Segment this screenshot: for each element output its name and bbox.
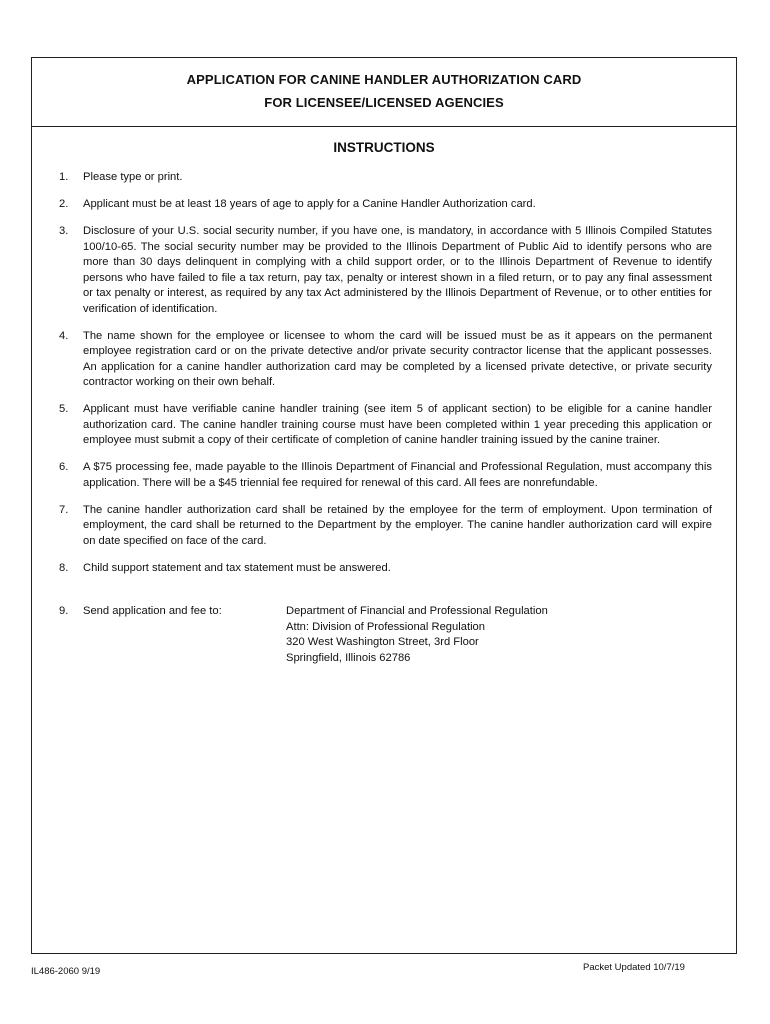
instruction-item: [59, 329, 712, 391]
instruction-number: 3.: [59, 225, 69, 237]
mailing-address: [286, 604, 712, 666]
instruction-number: 8.: [59, 561, 69, 574]
instruction-text: Applicant must have verifiable canine handler training (see item 5 of applicant section) to be eligible for a canine handler authorization card. The canine handler training course must have been completed within 1 year preceding this application or employee must submit a copy of their certificate of completion of canine handler training issued by the canine trainer.: [83, 403, 712, 446]
instruction-item: [59, 460, 712, 491]
instruction-text: The name shown for the employee or licensee to whom the card will be issued must be as it appears on the permanent employee registration card or on the private detective and/or private security contractor license that the applicant possesses. An application for a canine handler authorization card may be completed by a licensed private detective, or private security contractor working on their own behalf.: [83, 329, 712, 388]
instruction-item: [59, 197, 712, 213]
instruction-item-send: [59, 604, 712, 666]
instruction-text: The canine handler authorization card shall be retained by the employee for the term of employment. Upon termination of employment, the card shall be returned to the Department by the employer. The canine handler authorization card will expire on date specified on face of the card.: [83, 503, 712, 547]
instruction-number: 6.: [59, 461, 69, 473]
instruction-item: [59, 561, 712, 577]
instruction-item: [59, 402, 712, 449]
instruction-item: [59, 503, 712, 550]
instruction-number: 9.: [59, 605, 69, 617]
packet-updated: Packet Updated 10/7/19: [583, 962, 685, 973]
instruction-item: [59, 224, 712, 317]
instruction-number: 7.: [59, 503, 69, 516]
instruction-text: Applicant must be at least 18 years of age to apply for a Canine Handler Authorization card.: [83, 198, 536, 210]
instruction-number: 4.: [59, 329, 69, 342]
form-id: IL486-2060 9/19: [31, 966, 101, 977]
instructions-list: [32, 170, 736, 666]
form-header: [32, 58, 736, 127]
instructions-title: INSTRUCTIONS: [333, 140, 435, 155]
form-frame: [31, 57, 737, 954]
instruction-text: Child support statement and tax statement must be answered.: [83, 561, 391, 574]
instruction-number: 2.: [59, 198, 69, 210]
instruction-number: 5.: [59, 403, 69, 415]
instruction-text: Please type or print.: [83, 171, 183, 183]
form-title-line-1: APPLICATION FOR CANINE HANDLER AUTHORIZATION CARD: [186, 72, 582, 87]
address-line: Attn: Division of Professional Regulation: [286, 620, 485, 633]
send-label: Send application and fee to:: [83, 605, 222, 617]
form-title-line-2: FOR LICENSEE/LICENSED AGENCIES: [264, 95, 504, 110]
instruction-number: 1.: [59, 171, 69, 183]
address-line: 320 West Washington Street, 3rd Floor: [286, 636, 479, 648]
instruction-item: [59, 170, 712, 186]
address-line: Springfield, Illinois 62786: [286, 651, 411, 664]
instruction-text: Disclosure of your U.S. social security number, if you have one, is mandatory, in accordance with 5 Illinois Compiled Statutes 100/10-65. The social security number may be provided to the Illinois Department of Public Aid to identify persons who are more than 30 days delinquent in complying with a child support order, or to the Illinois Department of Revenue to identify persons who have failed to file a tax return, pay tax, penalty or interest shown in a filed return, or to pay any final assessment or tax penalty or interest, as required by any tax Act administered by the Illinois Department of Revenue, or to other entities for verification of identification.: [83, 225, 712, 315]
instruction-text: A $75 processing fee, made payable to the Illinois Department of Financial and Professional Regulation, must accompany this application. There will be a $45 triennial fee required for renewal of this card. All fees are nonrefundable.: [83, 461, 712, 489]
address-line: Department of Financial and Professional Regulation: [286, 605, 548, 617]
